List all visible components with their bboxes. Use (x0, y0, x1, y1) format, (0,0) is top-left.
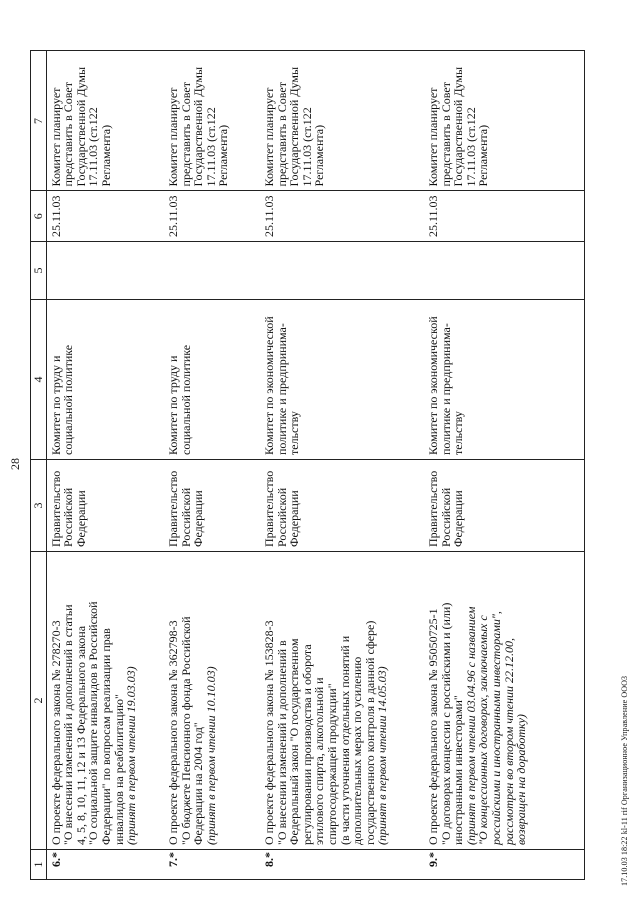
bill-description (260, 552, 424, 850)
empty-cell (260, 242, 424, 300)
col-header: 7 (31, 51, 47, 191)
date-cell: 25.11.03 (46, 191, 164, 242)
legislation-table (30, 50, 585, 880)
remark-cell: Комитет планирует представить в Совет Государственной Думы 17.11.03 (ст.122 Регламента) (424, 51, 584, 191)
bill-title-line: О проекте федерального закона № 95050725-1 (426, 608, 441, 845)
bill-title-line: дополнительных мерах по усилению (350, 656, 365, 845)
col-header: 5 (31, 242, 47, 300)
initiator-cell: Правительство Российской Федерации (260, 460, 424, 552)
table-row (424, 51, 584, 880)
col-header: 3 (31, 460, 47, 552)
bill-title-line: иностранными инвесторами" (451, 695, 466, 845)
reading-status-note: (принят в первом чтении 19.03.03) (124, 666, 139, 845)
initiator-cell: Правительство Российской Федерации (164, 460, 260, 552)
reading-status-note: "О концессионных договорах, заключаемых с (476, 615, 491, 845)
bill-description (164, 552, 260, 850)
footer-text: 17.10.03 18:22 kl-11 rif Организационное Управление ООО3 (620, 675, 629, 886)
bill-title-line: "О бюджете Пенсионного фонда Российской (178, 616, 193, 845)
bill-title-line: 4, 5, 8, 10, 11, 12 и 13 Федерального закона (73, 625, 88, 845)
remark-cell: Комитет планирует представить в Совет Государственной Думы 17.11.03 (ст.122 Регламента) (164, 51, 260, 191)
reading-status-note: (принят в первом чтении 03.04.96 с названием (463, 606, 478, 845)
initiator-cell: Правительство Российской Федерации (46, 460, 164, 552)
page-number: 28 (8, 458, 22, 470)
row-number: 6.* (46, 850, 164, 880)
date-cell: 25.11.03 (164, 191, 260, 242)
remark-cell: Комитет планирует представить в Совет Государственной Думы 17.11.03 (ст.122 Регламента) (46, 51, 164, 191)
empty-cell (164, 242, 260, 300)
committee-cell: Комитет по экономической политике и предпринима-тельству (260, 300, 424, 460)
bill-title-line: О проекте федерального закона № 153828-3 (262, 620, 277, 845)
col-header: 4 (31, 300, 47, 460)
table-row (46, 51, 164, 880)
bill-title-line: спиртосодержащей продукции" (325, 683, 340, 845)
bill-title-line: О проекте федерального закона № 362798-3 (166, 620, 181, 845)
bill-title-line: инвалидов на реабилитацию" (111, 694, 126, 845)
bill-title-line: О проекте федерального закона № 278270-3 (48, 620, 63, 845)
remark-cell: Комитет планирует представить в Совет Государственной Думы 17.11.03 (ст.122 Регламента) (260, 51, 424, 191)
row-number: 9.* (424, 850, 584, 880)
bill-title-line: регулировании производства и оборота (299, 644, 314, 845)
reading-status-note: (принят в первом чтении 14.05.03) (375, 666, 390, 845)
col-header: 1 (31, 850, 47, 880)
reading-status-note: возвращен на доработку) (514, 714, 529, 845)
empty-cell (46, 242, 164, 300)
row-number: 7.* (164, 850, 260, 880)
bill-description (46, 552, 164, 850)
col-header: 2 (31, 552, 47, 850)
reading-status-note: российскими и иностранными инвесторами", (489, 611, 504, 845)
empty-cell (424, 242, 584, 300)
table-row (164, 51, 260, 880)
date-cell: 25.11.03 (424, 191, 584, 242)
bill-title-line: "О договорах концессии с российскими и (или) (438, 602, 453, 845)
bill-title-line: государственного контроля в данной сфере) (362, 620, 377, 845)
col-header: 6 (31, 191, 47, 242)
committee-cell: Комитет по труду и социальной политике (46, 300, 164, 460)
bill-description (424, 552, 584, 850)
bill-title-line: этилового спирта, алкогольной и (312, 677, 327, 845)
bill-title-line: (в части уточнения отдельных понятий и (337, 635, 352, 845)
bill-title-line: "О внесении изменений и дополнений в статьи (61, 604, 76, 845)
date-cell: 25.11.03 (260, 191, 424, 242)
bill-title-line: Федеральный закон "О государственном (287, 638, 302, 845)
header-row (31, 51, 47, 880)
reading-status-note: (принят в первом чтении 10.10.03) (203, 666, 218, 845)
table-row (260, 51, 424, 880)
bill-title-line: "О социальной защите инвалидов в Российской (86, 601, 101, 845)
committee-cell: Комитет по труду и социальной политике (164, 300, 260, 460)
row-number: 8.* (260, 850, 424, 880)
bill-title-line: Федерации на 2004 год" (191, 722, 206, 845)
bill-title-line: "О внесении изменений и дополнений в (274, 640, 289, 845)
initiator-cell: Правительство Российской Федерации (424, 460, 584, 552)
reading-status-note: рассмотрен во втором чтении 22.12.00, (501, 637, 516, 845)
bill-title-line: Федерации" по вопросам реализации прав (98, 628, 113, 845)
committee-cell: Комитет по экономической политике и предпринима-тельству (424, 300, 584, 460)
